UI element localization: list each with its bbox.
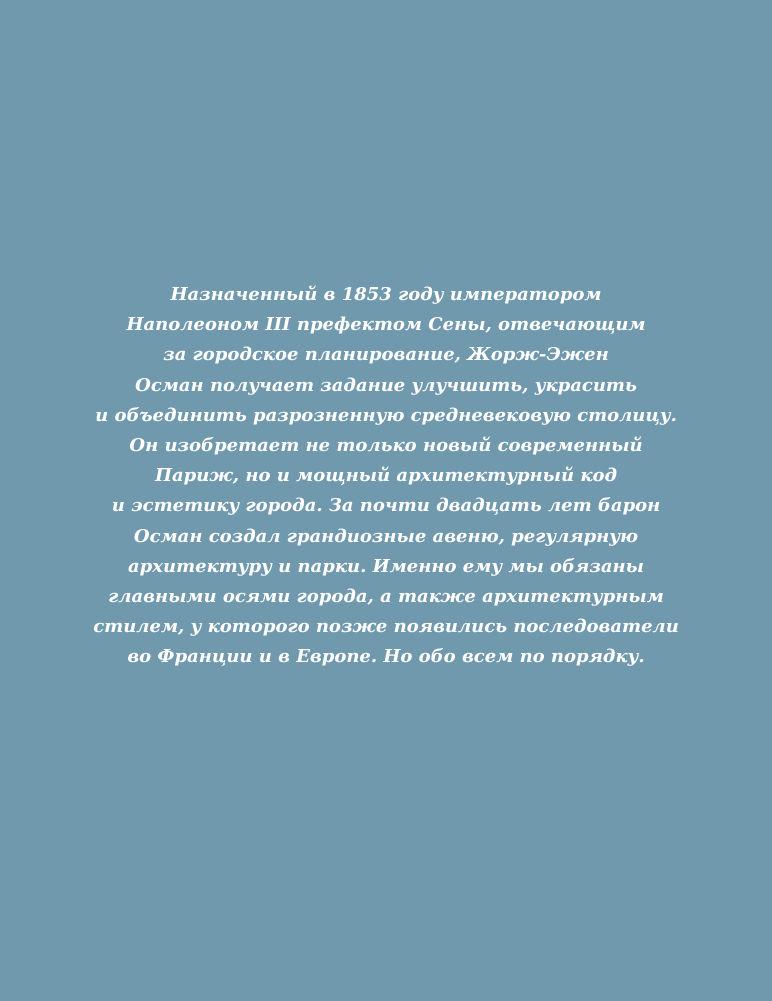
paragraph-line-4: Осман получает задание улучшить, украсить [135,374,637,396]
paragraph-line-7: Париж, но и мощный архитектурный код [154,465,618,487]
paragraph-line-10: архитектуру и парки. Именно ему мы обязаны [128,555,644,577]
paragraph-line-11: главными осями города, а также архитектурным [108,586,664,608]
paragraph-line-5: и объединить разрозненную средневековую столицу. [95,404,677,426]
paragraph-line-12: стилем, у которого позже появились последователи [93,616,679,638]
body-paragraph [0,280,772,673]
paragraph-line-3: за городское планирование, Жорж-Эжен [163,344,609,366]
paragraph-line-9: Осман создал грандиозные авеню, регулярную [133,525,639,547]
paragraph-line-8: и эстетику города. За почти двадцать лет барон [111,495,661,517]
paragraph-line-13: во Франции и в Европе. Но обо всем по порядку. [127,646,645,668]
paragraph-line-6: Он изобретает не только новый современный [129,435,643,457]
paragraph-line-2: Наполеоном III префектом Сены, отвечающим [126,314,646,336]
paragraph-line-1: Назначенный в 1853 году императором [170,284,602,305]
